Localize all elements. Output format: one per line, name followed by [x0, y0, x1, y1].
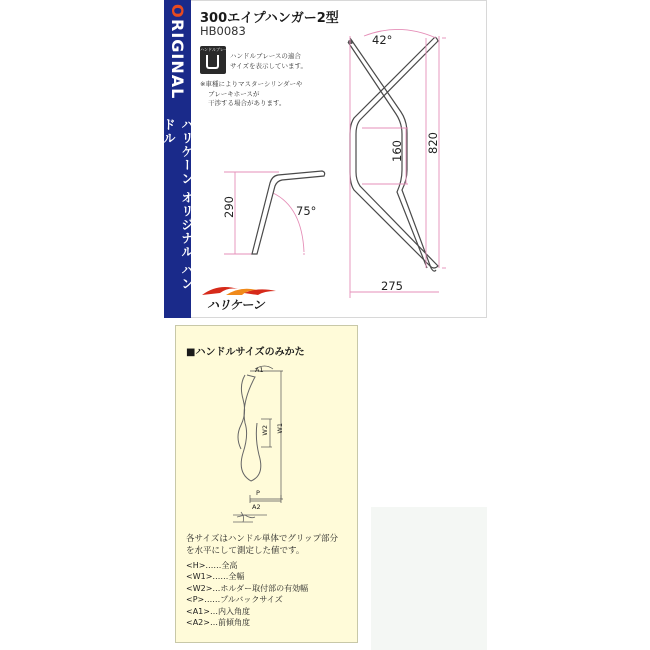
side-band-rest: RIGINAL [168, 18, 187, 99]
guide-legend [186, 560, 308, 628]
guide-side-bar [233, 512, 267, 522]
guide-label-a2: A2 [252, 503, 261, 511]
product-code: HB0083 [200, 24, 246, 38]
product-title: 300エイプハンガー2型 [200, 11, 339, 26]
legend-item: <A2>…前傾角度 [186, 617, 250, 627]
size-guide-heading: ■ハンドルサイズのみかた [186, 347, 305, 358]
side-band-first-letter: O [168, 4, 187, 19]
caution-note-line: ※車種によりマスターシリンダーや [200, 80, 303, 88]
legend-item: <P>……プルバックサイズ [186, 595, 283, 605]
right-blank-panel [371, 507, 487, 650]
dimension-160-label: 160 [390, 140, 404, 162]
dimension-820-label: 820 [426, 132, 440, 154]
angle-top-label: 42° [372, 33, 393, 47]
description-line: を水平にして測定した値です。 [186, 546, 305, 556]
guide-label-w1: W1 [276, 423, 284, 434]
dimension-275-label: 275 [381, 279, 403, 293]
dimension-290-label: 290 [222, 196, 236, 218]
logo-text: ハリケーン [207, 298, 265, 312]
description-line: 各サイズはハンドル単体でグリップ部分 [186, 534, 338, 544]
angle-bend-label: 75° [296, 204, 317, 218]
brace-note-line: ハンドルブレースの適合 [230, 52, 301, 60]
legend-item: <W2>…ホルダー取付部の有効幅 [186, 583, 309, 593]
guide-label-p: P [256, 489, 260, 497]
dimension-lines [224, 29, 446, 298]
guide-handlebar [238, 375, 261, 481]
side-band-japanese: ハリケーン オリジナル ハンドル [161, 118, 195, 291]
legend-item: <H>……全高 [186, 561, 238, 570]
caution-note-line: 干渉する場合があります。 [208, 99, 286, 107]
brace-note-line: サイズを表示しています。 [230, 61, 307, 70]
guide-label-a1: A1 [255, 366, 264, 374]
brace-icon-label: ハンドルブレース [200, 47, 232, 52]
caution-note-line: ブレーキホースが [208, 89, 260, 98]
legend-item: <A1>…内入角度 [186, 606, 250, 616]
legend-item: <W1>……全幅 [186, 572, 245, 582]
guide-label-w2: W2 [261, 425, 269, 436]
handlebar-diagram [161, 0, 487, 318]
guide-description [186, 533, 338, 557]
handlebar-front-left [346, 38, 350, 40]
